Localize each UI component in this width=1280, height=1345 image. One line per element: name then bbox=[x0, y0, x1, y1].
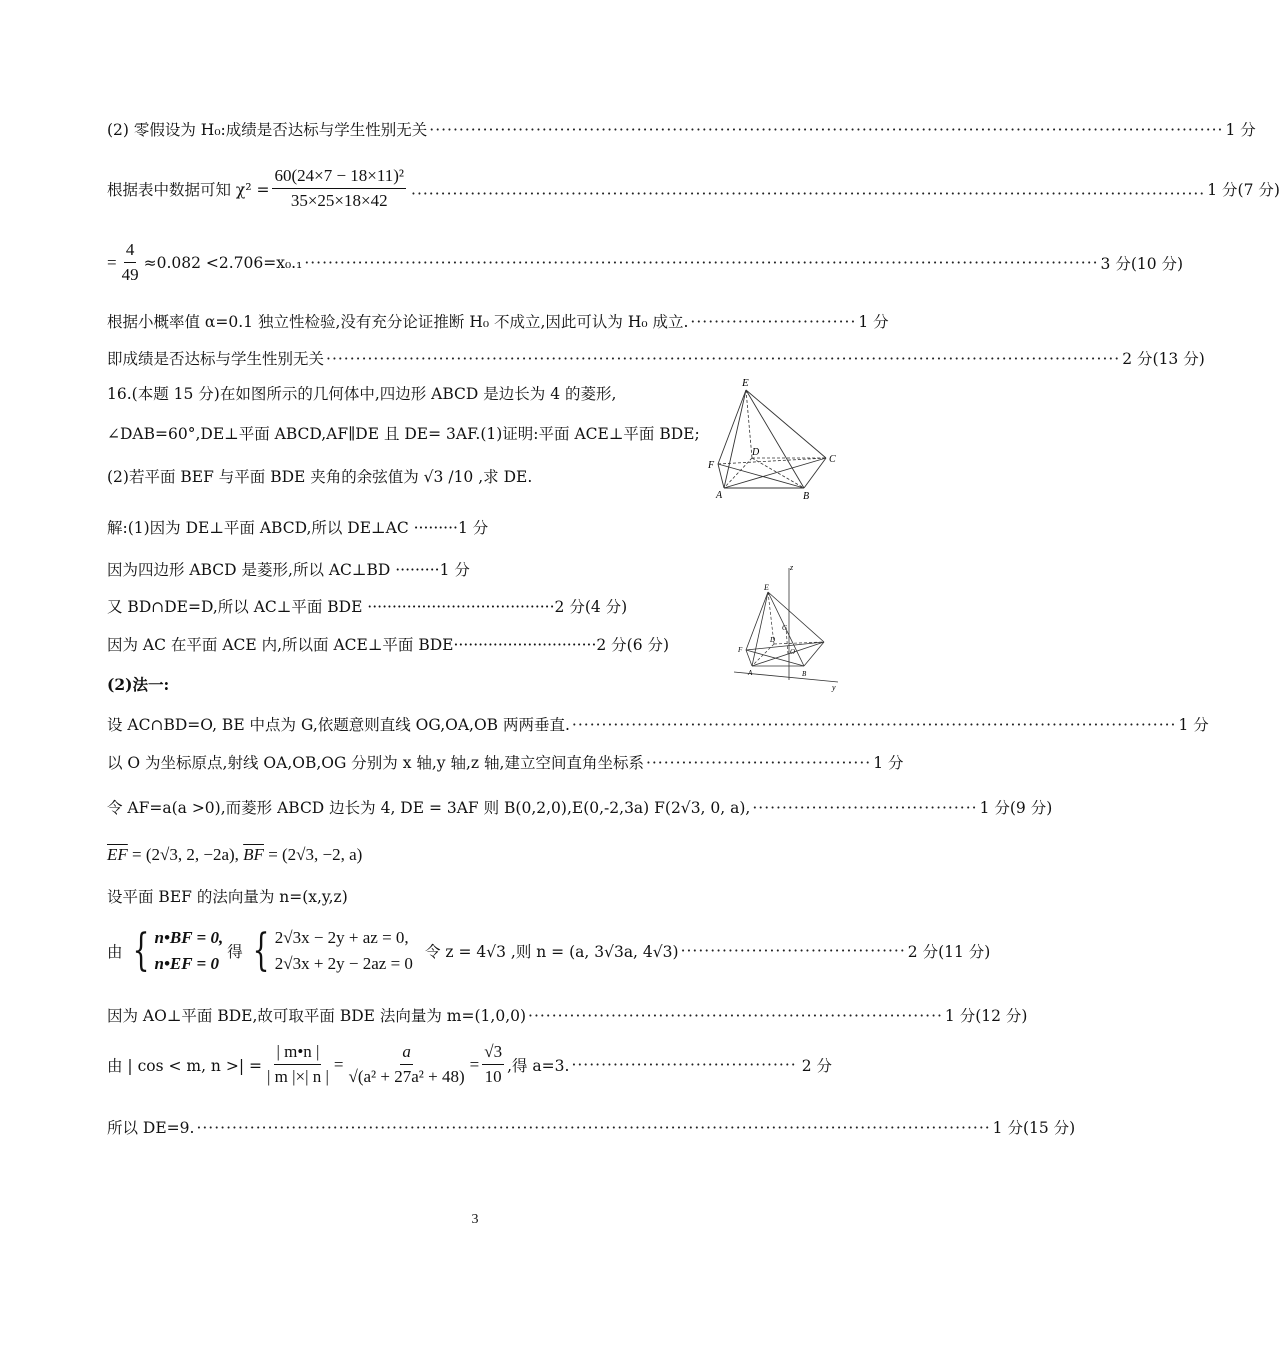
independence-test-line: 根据小概率值 α=0.1 独立性检验,没有充分论证推断 H₀ 不成立,因此可认为 H₀ 成立. ···························· 1 分 bbox=[107, 313, 889, 331]
leader-dots: ······································································ bbox=[528, 1007, 943, 1025]
vertex-label-b: B bbox=[802, 670, 807, 678]
dot-product-fraction: $\frac{| m•n |}{| m |\times| n |}$ bbox=[266, 1042, 329, 1086]
chi-square-formula-line: 根据表中数据可知 χ² = $\frac{\text{60(24×7 − 18×11)²}}{35\times 25\times 18\times 42}$ ······································································································································ 1 分(7 分) bbox=[107, 166, 1280, 210]
problem-16-statement-b: ∠DAB=60°,DE⊥平面 ABCD,AF∥DE 且 DE= 3AF.(1)证明:平面 ACE⊥平面 BDE; bbox=[107, 425, 700, 443]
zero-hypothesis-line: (2) 零假设为 H₀:成绩是否达标与学生性别无关 ······································································································································ 1 分 bbox=[107, 121, 1256, 139]
geometry-figure-1 bbox=[708, 376, 848, 508]
cosine-equation-line: 由 | cos < m, n >| = $\frac{| m•n |}{| m |\times| n |}$ = $\frac{a}{\text{√(a² + 27a² + 48)}}$ = $\frac{√3}{10}$ ,得 a=3. ······································ 2 分 bbox=[107, 1042, 832, 1086]
geometry-figure-2 bbox=[732, 562, 842, 696]
equation-system-1: { n•BF = 0, n•EF = 0 bbox=[132, 925, 224, 976]
solution-step-1: 解:(1)因为 DE⊥平面 ABCD,所以 DE⊥AC ·········1 分 bbox=[107, 519, 489, 537]
equation-system-line: 由 { n•BF = 0, n•EF = 0 得 { 2√3x − 2y + az = 0, 2√3x + 2y − 2az = 0 令 z = 4√3 ,则 n = (a, 3√3a, 4√3) ······································ 2 分(11 分) bbox=[107, 925, 991, 976]
vertex-label-a: A bbox=[716, 490, 723, 501]
coordinate-system-diagram bbox=[732, 562, 842, 692]
leader-dots: ······································ bbox=[645, 754, 872, 772]
solution-step-3: 又 BD∩DE=D,所以 AC⊥平面 BDE ······································2 分(4 分) bbox=[107, 598, 628, 616]
leader-dots: ······································································································································ bbox=[304, 253, 1099, 272]
conclusion-line: 即成绩是否达标与学生性别无关 ······································································································································ 2 分(13 分) bbox=[107, 350, 1205, 368]
leader-dots: ······································ bbox=[571, 1055, 797, 1074]
axis-label-z: z bbox=[790, 563, 794, 572]
leader-dots: ······································ bbox=[680, 942, 906, 960]
vertex-label-e: E bbox=[764, 583, 769, 592]
method-step-coordinates: 以 O 为坐标原点,射线 OA,OB,OG 分别为 x 轴,y 轴,z 轴,建立空间直角坐标系 ······································ 1 分 bbox=[107, 754, 904, 772]
plane-bde-normal-line: 因为 AO⊥平面 BDE,故可取平面 BDE 法向量为 m=(1,0,0) ······································································ 1 分(12 分) bbox=[107, 1007, 1028, 1025]
vertex-label-f: F bbox=[738, 646, 743, 654]
problem-16-statement-c: (2)若平面 BEF 与平面 BDE 夹角的余弦值为 √3 /10 ,求 DE. bbox=[107, 468, 533, 486]
vertex-label-a: A bbox=[748, 669, 753, 677]
leader-dots: ······································································································································ bbox=[196, 1119, 991, 1137]
vertex-label-d: D bbox=[752, 447, 760, 458]
polyhedron-diagram bbox=[708, 376, 848, 504]
solution-step-2: 因为四边形 ABCD 是菱形,所以 AC⊥BD ·········1 分 bbox=[107, 561, 470, 579]
vertex-label-c: C bbox=[829, 454, 836, 465]
four-over-49-fraction: $\frac{4}{49}$ bbox=[121, 240, 139, 284]
vertex-label-f: F bbox=[708, 460, 715, 471]
vertex-label-e: E bbox=[742, 377, 749, 389]
axis-label-y: y bbox=[832, 683, 836, 692]
leader-dots: ······································································································································ bbox=[429, 121, 1224, 139]
leader-dots: ······································································································ bbox=[571, 716, 1177, 734]
vertex-label-d: D bbox=[770, 636, 776, 644]
method-one-heading: (2)法一: bbox=[107, 675, 170, 694]
equation-system-2: { 2√3x − 2y + az = 0, 2√3x + 2y − 2az = 0 bbox=[252, 925, 413, 976]
final-answer-line: 所以 DE=9. ······································································································································ 1 分(15 分) bbox=[107, 1119, 1076, 1137]
chi-square-result-line: = $\frac{4}{49}$ ≈0.082 <2.706=x₀.₁ ······································································································································ 3 分(10 分) bbox=[107, 240, 1184, 284]
vertex-label-b: B bbox=[803, 491, 810, 502]
root3-over-10-fraction: $\frac{√3}{10}$ bbox=[484, 1042, 503, 1086]
solution-step-4: 因为 AC 在平面 ACE 内,所以面 ACE⊥平面 BDE·····························2 分(6 分) bbox=[107, 636, 670, 654]
method-step-setup: 设 AC∩BD=O, BE 中点为 G,依题意则直线 OG,OA,OB 两两垂直. ······································································································ 1 分 bbox=[107, 716, 1209, 734]
leader-dots: ······································································································································ bbox=[411, 184, 1206, 203]
chi-square-fraction: $\frac{\text{60(24×7 − 18×11)²}}{35\times 25\times 18\times 42}$ bbox=[274, 166, 405, 210]
leader-dots: ······································ bbox=[752, 799, 978, 817]
leader-dots: ······································································································································ bbox=[326, 350, 1121, 368]
leader-dots: ···························· bbox=[690, 313, 857, 331]
a-over-root-fraction: $\frac{a}{\text{√(a² + 27a² + 48)}}$ bbox=[348, 1042, 465, 1086]
method-step-points: 令 AF=a(a >0),而菱形 ABCD 边长为 4, DE = 3AF 则 B(0,2,0),E(0,-2,3a) F(2√3, 0, a), ······································ 1 分(9 分) bbox=[107, 799, 1053, 817]
page-number: 3 bbox=[471, 1212, 479, 1227]
point-label-g: G bbox=[782, 624, 788, 632]
vectors-ef-bf: $\overline{EF} = (2√3$, 2, −2a), $\overline{BF} = (2√3$, −2, a) bbox=[107, 845, 363, 864]
problem-16-statement-a: 16.(本题 15 分)在如图所示的几何体中,四边形 ABCD 是边长为 4 的菱形, bbox=[107, 385, 617, 403]
point-label-o: O bbox=[790, 648, 796, 656]
normal-vector-definition: 设平面 BEF 的法向量为 n=(x,y,z) bbox=[107, 888, 348, 906]
